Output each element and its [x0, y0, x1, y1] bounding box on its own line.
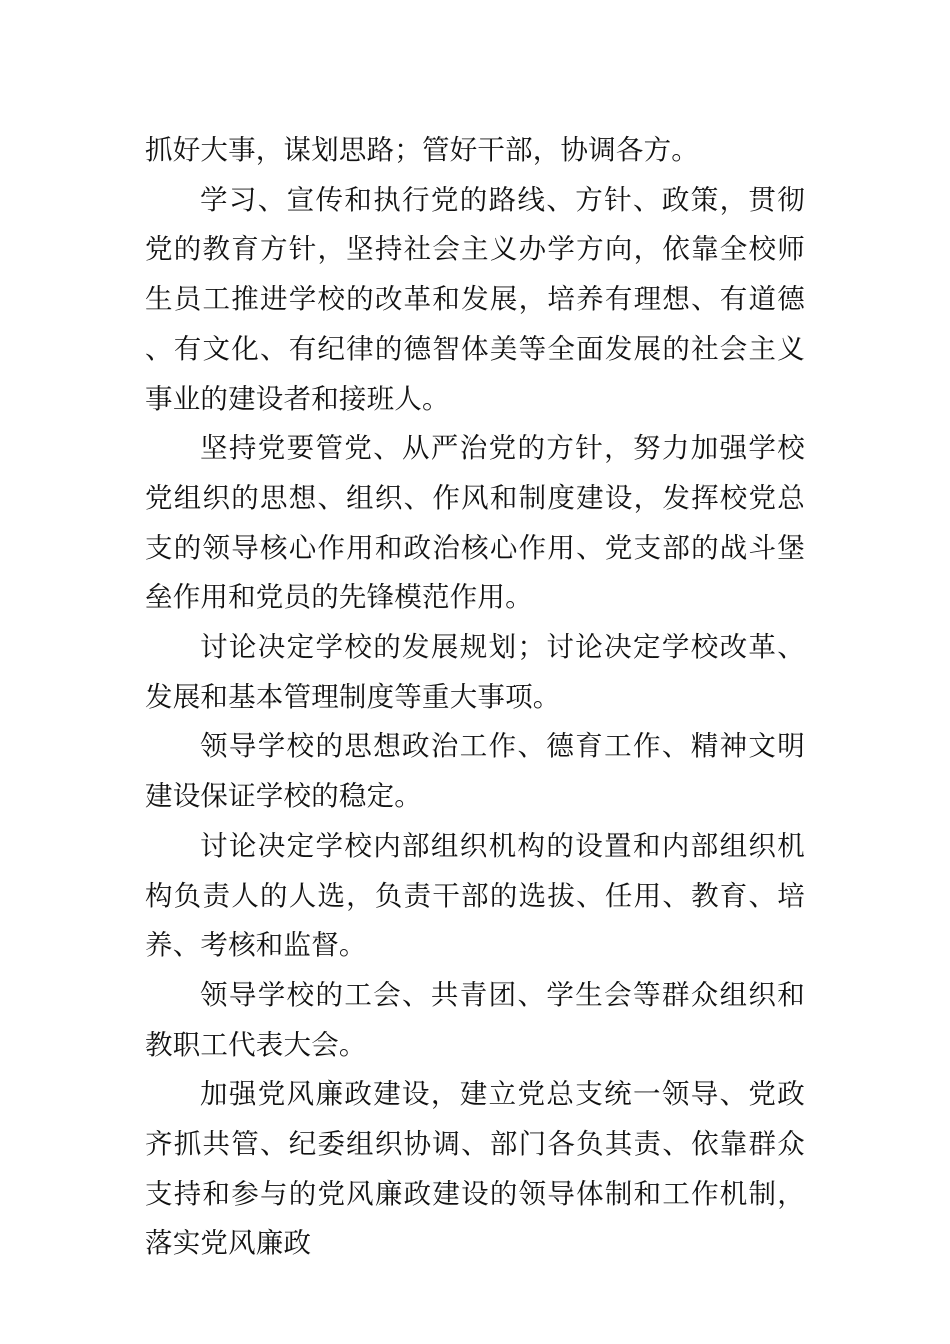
- paragraph-1: 抓好大事，谋划思路；管好干部，协调各方。: [145, 134, 699, 166]
- paragraph-8: 加强党风廉政建设，建立党总支统一领导、党政齐抓共管、纪委组织协调、部门各负其责、依靠群众支持和参与的党风廉政建设的领导体制和工作机制，落实党风廉政: [145, 1078, 805, 1260]
- paragraph-2: 学习、宣传和执行党的路线、方针、政策，贯彻党的教育方针，坚持社会主义办学方向，依靠全校师生员工推进学校的改革和发展，培养有理想、有道德、有文化、有纪律的德智体美等全面发展的社会主义事业的建设者和接班人。: [145, 183, 805, 415]
- paragraph-5: 领导学校的思想政治工作、德育工作、精神文明建设保证学校的稳定。: [145, 730, 805, 813]
- paragraph-3: 坚持党要管党、从严治党的方针，努力加强学校党组织的思想、组织、作风和制度建设，发挥校党总支的领导核心作用和政治核心作用、党支部的战斗堡垒作用和党员的先锋模范作用。: [145, 432, 805, 614]
- paragraph-7: 领导学校的工会、共青团、学生会等群众组织和教职工代表大会。: [145, 978, 805, 1061]
- document-body: [145, 126, 805, 1269]
- paragraph-4: 讨论决定学校的发展规划；讨论决定学校改革、发展和基本管理制度等重大事项。: [145, 631, 805, 713]
- paragraph-6: 讨论决定学校内部组织机构的设置和内部组织机构负责人的人选，负责干部的选拔、任用、教育、培养、考核和监督。: [145, 829, 805, 962]
